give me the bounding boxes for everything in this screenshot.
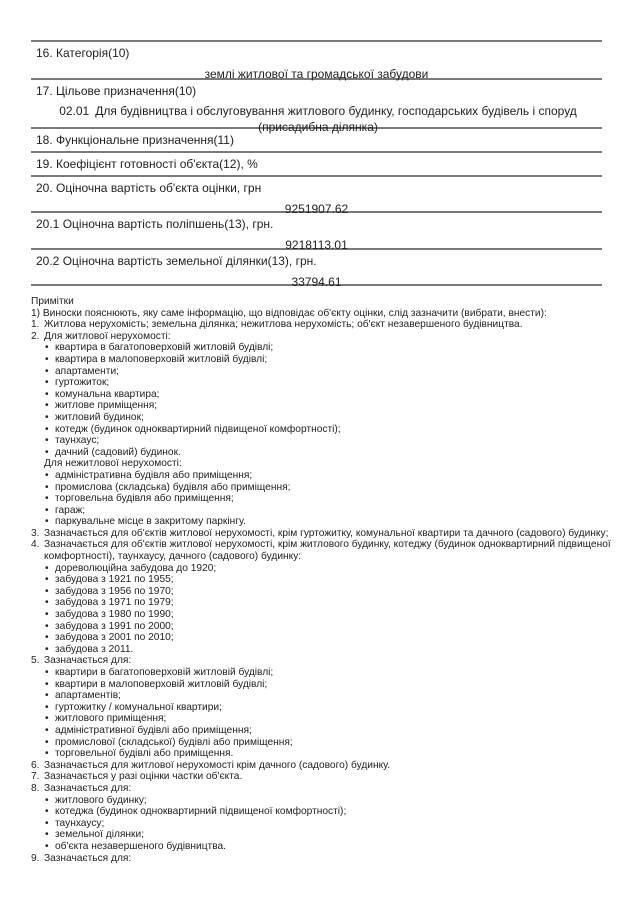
bullet-text: земельної ділянки; <box>55 829 145 841</box>
bullet-icon: • <box>45 643 49 655</box>
bullet-icon: • <box>45 365 49 377</box>
bullet-text: промислової (складської) будівлі або приміщення; <box>55 736 293 748</box>
notes-list <box>31 319 611 864</box>
bullet-text: адміністративної будівлі або приміщення; <box>55 724 252 736</box>
note-item <box>31 655 611 759</box>
bullet-text: гуртожитку / комунальної квартири; <box>55 701 222 713</box>
note-item <box>31 771 611 783</box>
bullet-text: торговельна будівля або приміщення; <box>55 493 234 505</box>
note-text: Зазначається для: <box>44 782 132 794</box>
note-bullet-item <box>44 632 611 644</box>
bullet-icon: • <box>45 701 49 713</box>
note-item <box>31 783 611 853</box>
note-text: Зазначається для об'єктів житлової нерухомості, крім житлового будинку, котеджу (будинок одноквартирний підвищеної комфортності), таунхаусу, дачного (садового) будинку: <box>44 539 611 563</box>
note-item <box>31 331 611 528</box>
note-bullet-item <box>44 389 611 401</box>
bullet-icon: • <box>45 562 49 574</box>
field-category <box>31 40 602 81</box>
bullet-text: квартири в малоповерховій житловій будівлі; <box>55 678 268 690</box>
note-item <box>31 528 611 540</box>
note-bullet-item <box>44 447 611 459</box>
bullet-icon: • <box>45 620 49 632</box>
note-bullet-list <box>44 795 611 853</box>
field-label: 20.1 Оціночна вартість поліпшень(13), грн. <box>36 217 274 231</box>
note-item <box>31 319 611 331</box>
bullet-text: забудова з 2011. <box>55 643 134 655</box>
bullet-text: житлового приміщення; <box>55 713 167 725</box>
bullet-text: житловий будинок; <box>55 411 144 423</box>
bullet-text: квартира в малоповерховій житловій будівлі; <box>55 353 268 365</box>
bullet-text: забудова з 1921 по 1955; <box>55 574 174 586</box>
bullet-icon: • <box>45 840 49 852</box>
note-bullet-item <box>44 829 611 841</box>
bullet-text: торговельної будівлі або приміщення. <box>55 748 234 760</box>
note-bullet-item <box>44 470 611 482</box>
bullet-icon: • <box>45 493 49 505</box>
bullet-text: апартаменти; <box>55 365 119 377</box>
note-item <box>31 853 611 865</box>
bullet-icon: • <box>45 435 49 447</box>
note-bullet-list <box>44 563 611 656</box>
note-bullet-item <box>44 412 611 424</box>
field-value: 9251907.62 <box>284 202 349 216</box>
field-label: 20.2 Оціночна вартість земельної ділянки(13), грн. <box>36 254 317 268</box>
note-bullet-list <box>44 667 611 760</box>
bullet-text: квартири в багатоповерховій житловій будівлі; <box>55 667 274 678</box>
note-bullet-item <box>44 609 611 621</box>
note-bullet-item <box>44 505 611 517</box>
note-bullet-item <box>44 644 611 656</box>
bullet-icon: • <box>45 667 49 678</box>
note-bullet-item <box>44 586 611 598</box>
note-bullet-item <box>44 690 611 702</box>
note-bullet-item <box>44 621 611 633</box>
note-text: Зазначається для житлової нерухомості крім дачного (садового) будинку. <box>44 759 391 771</box>
bullet-icon: • <box>45 411 49 423</box>
note-bullet-item <box>44 574 611 586</box>
note-bullet-item <box>44 354 611 366</box>
field-land-value <box>31 248 602 289</box>
note-number: 8. <box>31 782 40 794</box>
bullet-text: гараж; <box>55 504 86 516</box>
bullet-icon: • <box>45 400 49 412</box>
note-item <box>31 760 611 772</box>
bullet-text: таунхаусу; <box>55 817 105 829</box>
note-text: Зазначається для об'єктів житлової нерухомості, крім гуртожитку, комунальної квартири та дачного (садового) будинку; <box>44 527 609 539</box>
bullet-icon: • <box>45 516 49 528</box>
note-bullet-item <box>44 424 611 436</box>
bullet-icon: • <box>45 724 49 736</box>
bullet-text: гуртожиток; <box>55 377 110 389</box>
notes-intro: 1) Виноски пояснюють, яку саме інформацію, що відповідає об'єкту оцінки, слід зазначити (вибрати, внести): <box>31 307 547 319</box>
note-bullet-item <box>44 667 611 679</box>
note-bullet-list <box>44 342 611 458</box>
bullet-text: дачний (садовий) будинок. <box>55 446 181 458</box>
field-label: 19. Коефіцієнт готовності об'єкта(12), % <box>36 157 258 171</box>
valuation-fields <box>31 40 602 289</box>
note-text: Для житлової нерухомості: <box>44 330 171 342</box>
note-bullet-item <box>44 597 611 609</box>
bullet-text: забудова з 1991 по 2000; <box>55 620 174 632</box>
bullet-text: котеджа (будинок одноквартирний підвищеної комфортності); <box>55 806 347 818</box>
bullet-text: забудова з 1980 по 1990; <box>55 609 174 621</box>
bullet-text: житлове приміщення; <box>55 400 158 412</box>
bullet-icon: • <box>45 806 49 818</box>
notes-section <box>31 296 611 864</box>
note-number: 3. <box>31 527 40 539</box>
note-bullet-item <box>44 795 611 807</box>
note-item <box>31 539 611 655</box>
note-bullet-item <box>44 342 611 354</box>
bullet-icon: • <box>45 574 49 586</box>
note-number: 7. <box>31 771 40 783</box>
bullet-icon: • <box>45 794 49 806</box>
bullet-icon: • <box>45 377 49 389</box>
bullet-text: промислова (складська) будівля або приміщення; <box>55 481 291 493</box>
field-value: землі житлової та громадської забудови <box>204 67 429 81</box>
note-number: 4. <box>31 539 40 551</box>
note-number: 5. <box>31 655 40 667</box>
bullet-text: паркувальне місце в закритому паркінгу. <box>55 516 246 528</box>
bullet-icon: • <box>45 388 49 400</box>
note-number: 2. <box>31 330 40 342</box>
note-text: Зазначається у разі оцінки частки об'єкта. <box>44 771 243 783</box>
bullet-text: дореволюційна забудова до 1920; <box>55 562 217 574</box>
bullet-icon: • <box>45 597 49 609</box>
bullet-text: таунхаус; <box>55 435 100 447</box>
note-bullet-item <box>44 841 611 853</box>
bullet-text: житлового будинку; <box>55 794 147 806</box>
field-value: 9218113.01 <box>285 238 348 252</box>
bullet-icon: • <box>45 713 49 725</box>
note-bullet-item <box>44 725 611 737</box>
bullet-text: квартира в багатоповерховій житловій будівлі; <box>55 342 274 354</box>
bullet-icon: • <box>45 481 49 493</box>
note-bullet-item <box>44 482 611 494</box>
note-bullet-item <box>44 493 611 505</box>
note-bullet-item <box>44 679 611 691</box>
field-total-value <box>31 175 602 216</box>
field-label: 17. Цільове призначення(10) <box>36 84 197 98</box>
bullet-text: котедж (будинок одноквартирний підвищеної комфортності); <box>55 423 341 435</box>
note-number: 9. <box>31 852 40 864</box>
note-text: Зазначається для: <box>44 655 132 667</box>
field-label: 20. Оціночна вартість об'єкта оцінки, грн <box>36 181 262 195</box>
note-number: 6. <box>31 759 40 771</box>
field-label: 16. Категорія(10) <box>36 46 130 60</box>
bullet-text: адміністративна будівля або приміщення; <box>55 469 253 481</box>
note-bullet-item <box>44 516 611 528</box>
note-bullet-item <box>44 435 611 447</box>
bullet-icon: • <box>45 446 49 458</box>
note-bullet-item <box>44 818 611 830</box>
bullet-icon: • <box>45 817 49 829</box>
note-bullet-item <box>44 366 611 378</box>
bullet-icon: • <box>45 678 49 690</box>
note-bullet-item <box>44 702 611 714</box>
bullet-text: апартаментів; <box>55 690 121 702</box>
bullet-icon: • <box>45 342 49 354</box>
bullet-icon: • <box>45 632 49 644</box>
note-bullet-item <box>44 806 611 818</box>
note-number: 1. <box>31 319 40 331</box>
bullet-icon: • <box>45 504 49 516</box>
bullet-icon: • <box>45 585 49 597</box>
note-bullet-item <box>44 400 611 412</box>
bullet-text: забудова з 1956 по 1970; <box>55 585 174 597</box>
note-bullet-list <box>44 470 611 528</box>
field-label: 18. Функціональне призначення(11) <box>36 133 234 147</box>
field-purpose <box>31 78 602 134</box>
bullet-icon: • <box>45 353 49 365</box>
bullet-icon: • <box>45 423 49 435</box>
bullet-text: забудова з 1971 по 1979; <box>55 597 174 609</box>
bullet-icon: • <box>45 609 49 621</box>
note-bullet-item <box>44 563 611 575</box>
purpose-text: Для будівництва і обслуговування житлового будинку, господарських будівель і споруд (присадибна ділянка) <box>95 104 577 134</box>
field-value: 33794.61 <box>291 275 342 289</box>
note-bullet-item <box>44 737 611 749</box>
bullet-icon: • <box>45 748 49 760</box>
note-bullet-item <box>44 713 611 725</box>
notes-heading: Примітки <box>31 296 74 307</box>
field-readiness-coefficient <box>31 151 602 175</box>
note-bullet-item <box>44 377 611 389</box>
bullet-text: забудова з 2001 по 2010; <box>55 632 174 644</box>
bullet-icon: • <box>45 736 49 748</box>
note-bullet-item <box>44 748 611 760</box>
bullet-text: об'єкта незавершеного будівництва. <box>55 840 227 852</box>
note-subheading: Для нежитлової нерухомості: <box>44 458 182 470</box>
note-text: Зазначається для: <box>44 852 132 864</box>
purpose-code: 02.01 <box>59 104 90 118</box>
bullet-icon: • <box>45 469 49 481</box>
note-text: Житлова нерухомість; земельна ділянка; нежитлова нерухомість; об'єкт незавершеного будівництва. <box>44 319 523 331</box>
bullet-icon: • <box>45 829 49 841</box>
bullet-icon: • <box>45 690 49 702</box>
bullet-text: комунальна квартира; <box>55 388 160 400</box>
